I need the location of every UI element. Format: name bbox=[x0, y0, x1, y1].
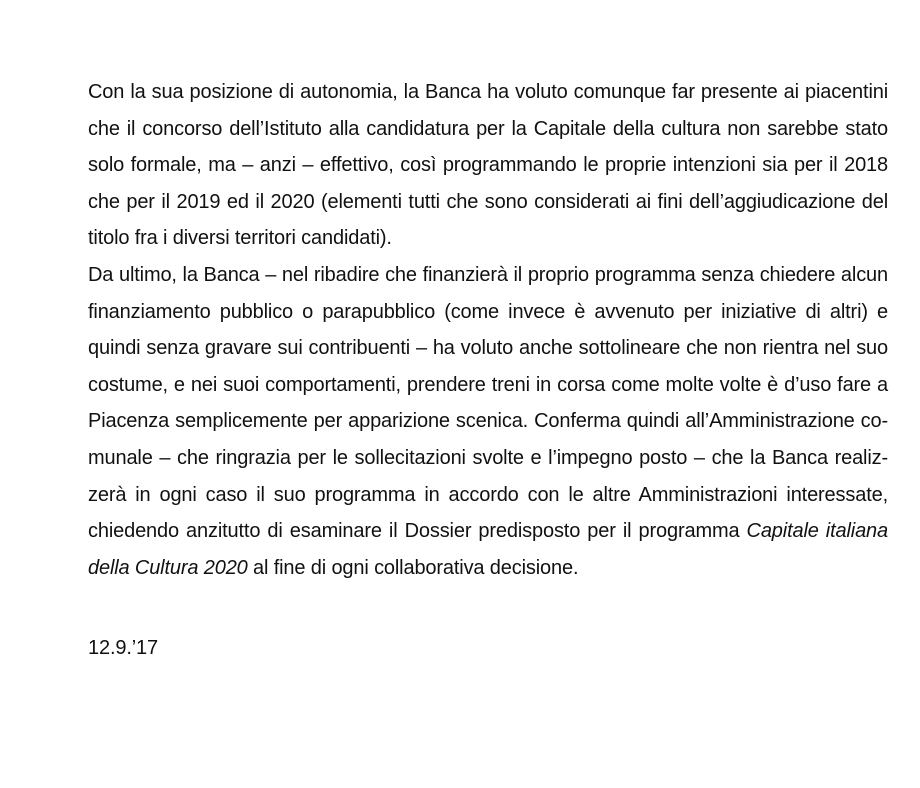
text-line bbox=[88, 550, 888, 587]
text-line: Da ultimo, la Banca – nel ribadire che finanzierà il proprio programma senza chiedere alcun bbox=[88, 263, 888, 286]
paragraph-2 bbox=[88, 257, 888, 586]
text-line bbox=[88, 513, 888, 550]
text-line: Piacenza semplicemente per apparizione scenica. Conferma quindi all’Amministrazione co- bbox=[88, 410, 888, 433]
date-line: 12.9.’17 bbox=[88, 637, 158, 660]
text-line: finanziamento pubblico o parapubblico (come invece è avvenuto per iniziative di altri) e bbox=[88, 300, 888, 323]
text-line: titolo fra i diversi territori candidati). bbox=[88, 227, 392, 250]
text-segment: chiedendo anzitutto di esaminare il Dossier predisposto per il programma bbox=[88, 520, 747, 543]
text-line: che il concorso dell’Istituto alla candidatura per la Capitale della cultura non sarebbe stato bbox=[88, 117, 888, 140]
document-body bbox=[88, 74, 888, 667]
text-segment-italic: Capitale italiana bbox=[746, 520, 888, 543]
text-segment-italic: della Cultura 2020 bbox=[88, 556, 248, 579]
text-segment: al fine di ogni collaborativa decisione. bbox=[247, 556, 579, 579]
text-line: quindi senza gravare sui contribuenti – ha voluto anche sottolineare che non rientra nel suo bbox=[88, 337, 888, 360]
text-line: zerà in ogni caso il suo programma in accordo con le altre Amministrazioni interessate, bbox=[88, 483, 888, 506]
paragraph-1 bbox=[88, 74, 888, 257]
text-line: costume, e nei suoi comportamenti, prendere treni in corsa come molte volte è d’uso fare a bbox=[88, 373, 888, 396]
text-line: che per il 2019 ed il 2020 (elementi tutti che sono considerati ai fini dell’aggiudicazione del bbox=[88, 190, 888, 213]
text-line: Con la sua posizione di autonomia, la Banca ha voluto comunque far presente ai piacentini bbox=[88, 81, 888, 103]
text-line: munale – che ringrazia per le sollecitazioni svolte e l’impegno posto – che la Banca realiz- bbox=[88, 446, 888, 469]
text-line: solo formale, ma – anzi – effettivo, così programmando le proprie intenzioni sia per il 2018 bbox=[88, 154, 888, 177]
